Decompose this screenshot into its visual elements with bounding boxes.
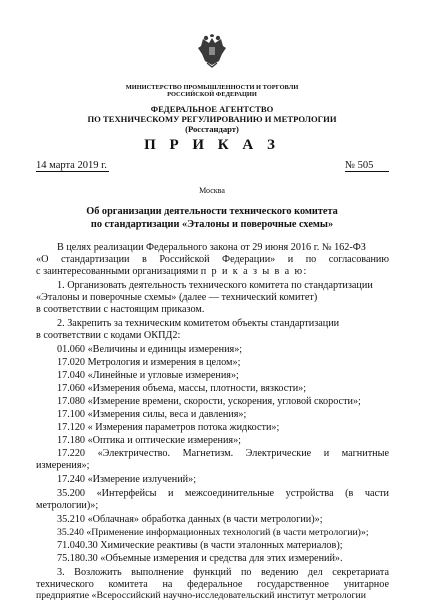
intro-line2: «О стандартизации в Российской Федерации» и по согласованию — [36, 254, 389, 265]
code-list-item: 17.120 « Измерения параметров потока жидкости»; — [57, 422, 280, 433]
code-35200-line1: 35.200 «Интерфейсы и межсоединительные устройства (в части — [57, 488, 389, 499]
code-list-item: 17.020 Метрология и измерения в целом»; — [57, 357, 241, 368]
paragraph1-line1: 1. Организовать деятельность технического комитета по стандартизации — [57, 280, 373, 291]
intro-line3-decree: п р и к а з ы в а ю: — [200, 266, 308, 277]
document-title: П Р И К А З — [144, 137, 280, 153]
code-17220-line2: измерения»; — [36, 460, 90, 471]
code-list-item: 35.240 «Применение информационных технологий (в части метрологии)»; — [57, 527, 369, 538]
code-list-item: 17.100 «Измерения силы, веса и давления»; — [57, 409, 247, 420]
intro-line3 — [36, 266, 308, 278]
agency-name-line1: ФЕДЕРАЛЬНОЕ АГЕНТСТВО — [150, 104, 274, 114]
ministry-name-line1: МИНИСТЕРСТВО ПРОМЫШЛЕННОСТИ И ТОРГОВЛИ — [125, 84, 299, 91]
code-list-item: 17.080 «Измерение времени, скорости, ускорения, угловой скорости»; — [57, 396, 361, 407]
order-number: № 505 — [345, 160, 389, 172]
order-date: 14 марта 2019 г. — [36, 160, 107, 171]
agency-name-line2: ПО ТЕХНИЧЕСКОМУ РЕГУЛИРОВАНИЮ И МЕТРОЛОГИИ — [87, 114, 337, 124]
paragraph2-line1: 2. Закрепить за техническим комитетом объекты стандартизации — [57, 318, 340, 329]
intro-line1: В целях реализации Федерального закона от 29 июня 2016 г. № 162-ФЗ — [57, 242, 366, 253]
code-list-item: 75.180.30 «Объемные измерения и средства для этих измерений». — [57, 553, 343, 564]
paragraph3-line2: технического комитета на федеральное государственное унитарное — [36, 579, 389, 590]
code-list-item: 17.060 «Измерения объема, массы, плотности, вязкости»; — [57, 383, 307, 394]
order-city: Москва — [199, 186, 225, 195]
coat-of-arms-icon — [197, 34, 227, 68]
paragraph1-line3: в соответствии с настоящим приказом. — [36, 304, 205, 315]
paragraph1-line2: «Эталоны и поверочные схемы» (далее — технический комитет) — [36, 292, 318, 303]
code-17240: 17.240 «Измерение излучений»; — [57, 474, 197, 485]
code-17220-line1: 17.220 «Электричество. Магнетизм. Электрические и магнитные — [57, 448, 389, 459]
code-list-item: 17.180 «Оптика и оптические измерения»; — [57, 435, 242, 446]
subject-line2: по стандартизации «Эталоны и поверочные схемы» — [90, 219, 334, 230]
paragraph2-line2: в соответствии с кодами ОКПД2: — [36, 330, 181, 341]
code-list-item: 71.040.30 Химические реактивы (в части эталонных материалов); — [57, 540, 343, 551]
subject-line1: Об организации деятельности технического комитета — [86, 206, 338, 217]
code-list-item: 35.210 «Облачная» обработка данных (в части метрологии)»; — [57, 514, 323, 525]
ministry-name-line2: РОССИЙСКОЙ ФЕДЕРАЦИИ — [167, 91, 257, 98]
paragraph3-line1: 3. Возложить выполнение функций по ведению дел секретариата — [57, 567, 389, 578]
code-list-item: 01.060 «Величины и единицы измерения»; — [57, 344, 243, 355]
paragraph3-line3: предприятие «Всероссийский научно-исследовательский институт метрологии — [36, 590, 366, 601]
code-35200-line2: метрологии)»; — [36, 500, 99, 511]
code-list-item: 17.040 «Линейные и угловые измерения»; — [57, 370, 239, 381]
intro-line3-prefix: с заинтересованными организациями — [36, 266, 201, 277]
agency-short-name: (Росстандарт) — [185, 124, 239, 134]
